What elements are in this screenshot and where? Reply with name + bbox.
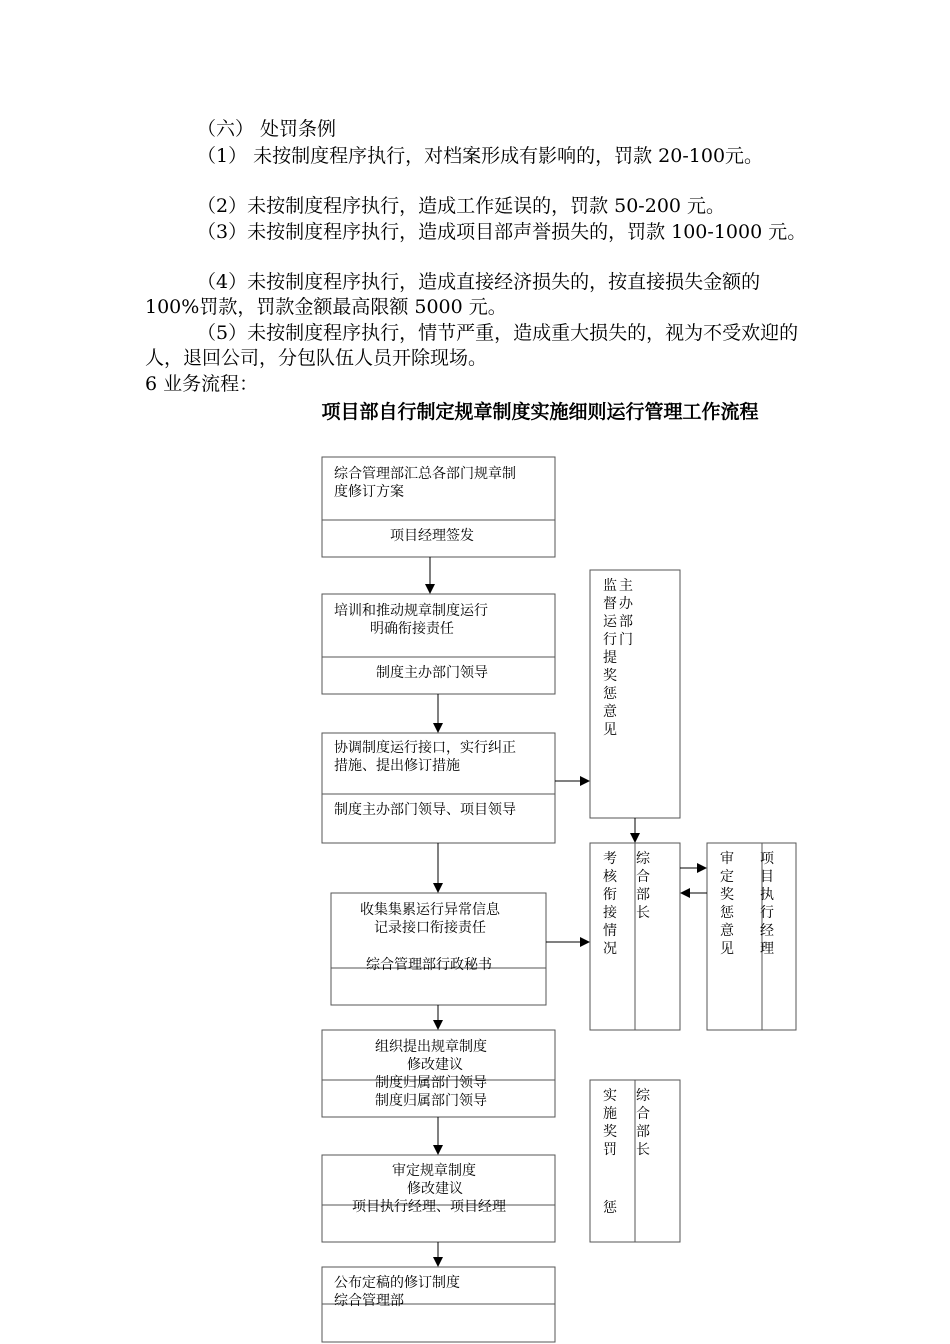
step5-line2: 修改建议 [407,1057,463,1073]
step2-line2: 明确衔接责任 [370,621,454,637]
assess-right-text: 综合部长 [636,851,650,921]
step1-line1: 综合管理部汇总各部门规章制 [334,466,516,482]
assess-left-text: 考核衔接情况 [603,851,617,957]
supervise-text-col1: 监督运行提奖惩意见 [603,578,617,738]
step6-owner: 项目执行经理、项目经理 [352,1199,506,1215]
supervise-text-col2: 主办部门 [619,578,633,648]
step5-line1: 组织提出规章制度 [375,1039,487,1055]
step4-owner: 综合管理部行政秘书 [366,957,492,973]
step5-owner-1: 制度归属部门领导 [375,1075,487,1091]
step6-line2: 修改建议 [407,1181,463,1197]
approve-left-text: 审定奖惩意见 [720,851,734,957]
step7-line1: 公布定稿的修订制度 [334,1275,460,1291]
penalty-item-1: （1） 未按制度程序执行，对档案形成有影响的，罚款 20-100元。 [197,145,764,167]
penalty-heading: （六） 处罚条例 [197,118,337,140]
step3-owner: 制度主办部门领导、项目领导 [334,802,516,818]
section-label: 6 业务流程： [145,373,259,395]
step1-line2: 度修订方案 [334,484,404,500]
step7-owner: 综合管理部 [334,1293,404,1309]
step1-owner: 项目经理签发 [390,528,474,544]
step2-line1: 培训和推动规章制度运行 [334,603,488,619]
step4-line1: 收集集累运行异常信息 [360,902,500,918]
penalty-item-2: （2）未按制度程序执行，造成工作延误的，罚款 50-200 元。 [197,195,726,217]
implement-left-text: 实施奖罚 [603,1088,617,1158]
implement-right-text: 综合部长 [636,1088,650,1158]
penalty-item-5: （5）未按制度程序执行，情节严重，造成重大损失的，视为不受欢迎的人，退回公司，分包队伍人员开除现场。 [145,322,799,369]
penalty-item-4: （4）未按制度程序执行，造成直接经济损失的，按直接损失金额的 100%罚款，罚款金额最高限额 5000 元。 [145,271,761,318]
step3-line1: 协调制度运行接口，实行纠正 [334,740,516,756]
step4-line2: 记录接口衔接责任 [374,920,486,936]
flowchart-title: 项目部自行制定规章制度实施细则运行管理工作流程 [321,401,759,423]
implement-left-bottom-text: 惩 [603,1200,617,1216]
step2-owner: 制度主办部门领导 [376,665,488,681]
penalty-item-3: （3）未按制度程序执行，造成项目部声誉损失的，罚款 100-1000 元。 [197,221,807,243]
step3-line2: 措施、提出修订措施 [334,758,460,774]
approve-right-text: 项目执行经理 [760,851,774,957]
step6-line1: 审定规章制度 [392,1163,476,1179]
step5-owner-2: 制度归属部门领导 [375,1093,487,1109]
